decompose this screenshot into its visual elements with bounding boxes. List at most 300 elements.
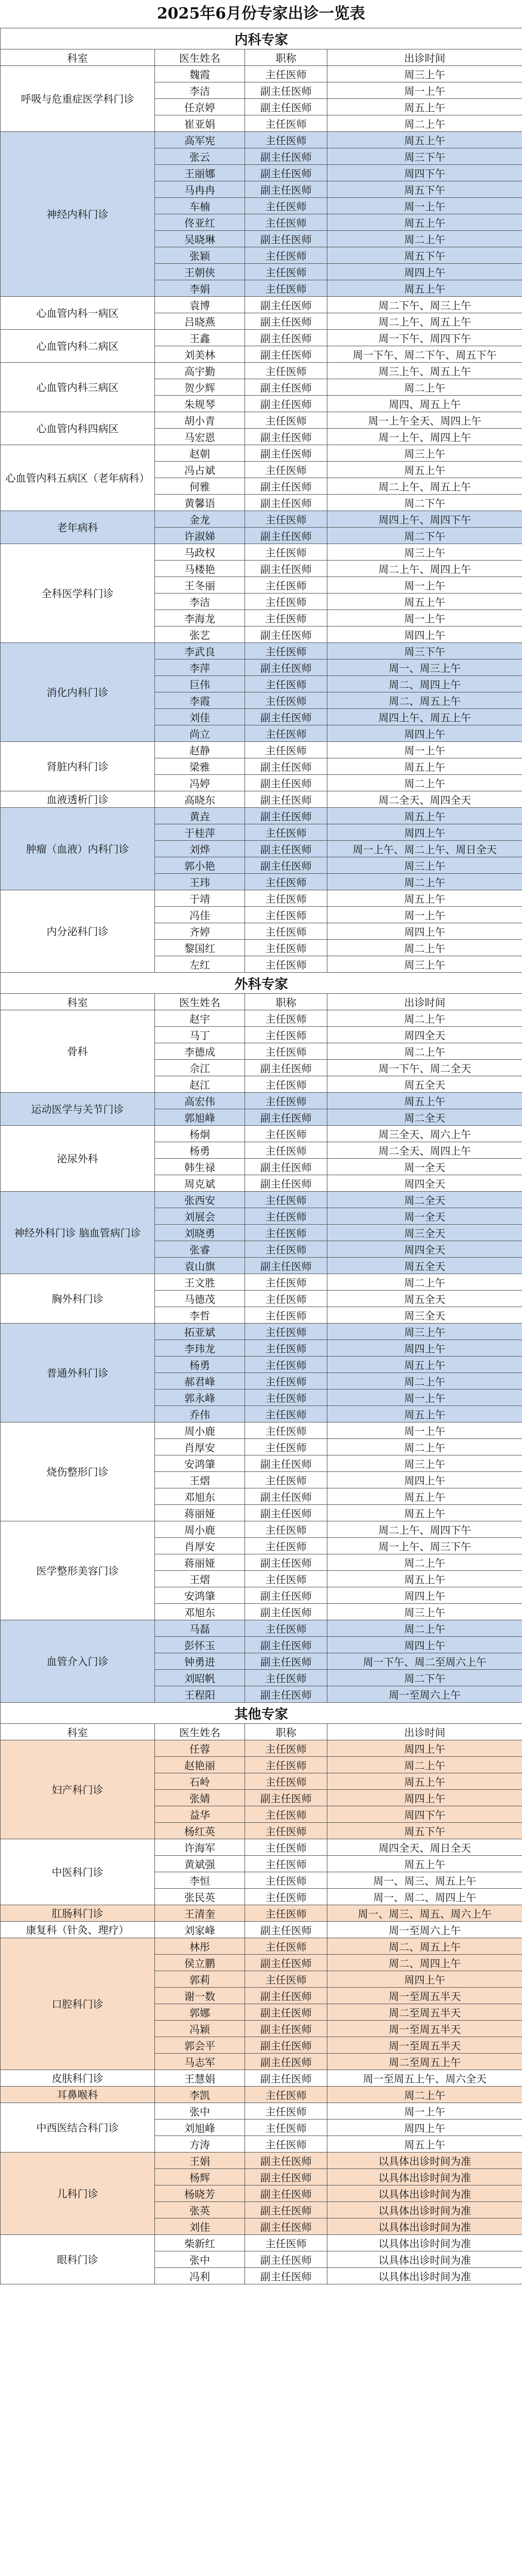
- dept-cell: 儿科门诊: [1, 2153, 155, 2235]
- dept-cell: 心血管内科一病区: [1, 297, 155, 330]
- doctor-name-cell: 刘佳: [155, 2218, 245, 2235]
- title-cell: 副主任医师: [245, 561, 327, 577]
- doctor-name-cell: 李霞: [155, 692, 245, 709]
- doctor-name-cell: 郝君峰: [155, 1373, 245, 1389]
- title-cell: 主任医师: [245, 1757, 327, 1773]
- title-cell: 主任医师: [245, 2136, 327, 2153]
- time-cell: 以具体出诊时间为准: [327, 2153, 522, 2169]
- time-cell: 周四下午: [327, 1806, 522, 1823]
- column-header: 医生姓名: [155, 994, 245, 1010]
- doctor-name-cell: 尚立: [155, 725, 245, 742]
- table-row: [1, 1324, 522, 1340]
- doctor-name-cell: 黄斌强: [155, 1856, 245, 1872]
- title-cell: 副主任医师: [245, 791, 327, 808]
- time-cell: 周二、周五上午: [327, 1938, 522, 1955]
- dept-cell: 心血管内科五病区（老年病科）: [1, 445, 155, 511]
- title-cell: 副主任医师: [245, 841, 327, 857]
- time-cell: 周五下午: [327, 1823, 522, 1839]
- doctor-name-cell: 王熠: [155, 1472, 245, 1488]
- time-cell: 周一上午: [327, 2103, 522, 2120]
- title-cell: 副主任医师: [245, 808, 327, 824]
- time-cell: 周二上午: [327, 1439, 522, 1455]
- title-cell: 副主任医师: [245, 181, 327, 198]
- title-cell: 副主任医师: [245, 2037, 327, 2054]
- time-cell: 周四全天: [327, 1175, 522, 1192]
- doctor-name-cell: 王玮: [155, 874, 245, 890]
- title-cell: 主任医师: [245, 1823, 327, 1839]
- time-cell: 周四上午、周四下午: [327, 511, 522, 528]
- title-cell: 主任医师: [245, 280, 327, 297]
- dept-cell: 普通外科门诊: [1, 1324, 155, 1422]
- time-cell: 以具体出诊时间为准: [327, 2218, 522, 2235]
- time-cell: 周一上午、周四上午: [327, 429, 522, 445]
- time-cell: 周二上午: [327, 874, 522, 890]
- title-cell: 主任医师: [245, 1938, 327, 1955]
- title-cell: 副主任医师: [245, 1554, 327, 1571]
- table-row: [1, 330, 522, 346]
- time-cell: 周五上午: [327, 462, 522, 478]
- title-cell: 主任医师: [245, 610, 327, 626]
- title-cell: 副主任医师: [245, 148, 327, 165]
- time-cell: 周四上午: [327, 1587, 522, 1604]
- doctor-name-cell: 郭莉: [155, 1971, 245, 1988]
- column-header: 出诊时间: [327, 994, 522, 1010]
- doctor-name-cell: 肖厚安: [155, 1538, 245, 1554]
- doctor-name-cell: 张云: [155, 148, 245, 165]
- time-cell: 周四上午: [327, 923, 522, 940]
- title-cell: 主任医师: [245, 1472, 327, 1488]
- title-cell: 主任医师: [245, 1126, 327, 1142]
- time-cell: 周二、周五上午: [327, 692, 522, 709]
- time-cell: 周五上午: [327, 2136, 522, 2153]
- doctor-name-cell: 任京婷: [155, 99, 245, 115]
- time-cell: 周三下午: [327, 643, 522, 659]
- time-cell: 周五全天: [327, 1076, 522, 1093]
- doctor-name-cell: 李娟: [155, 280, 245, 297]
- time-cell: 周四上午: [327, 264, 522, 280]
- time-cell: 周一上午、周二上午、周日全天: [327, 841, 522, 857]
- doctor-name-cell: 张婧: [155, 1790, 245, 1806]
- time-cell: 周四上午: [327, 1790, 522, 1806]
- title-cell: 主任医师: [245, 1806, 327, 1823]
- table-row: [1, 66, 522, 82]
- title-cell: 副主任医师: [245, 2202, 327, 2218]
- title-cell: 主任医师: [245, 1406, 327, 1422]
- title-cell: 主任医师: [245, 1192, 327, 1208]
- time-cell: 周四上午: [327, 2120, 522, 2136]
- time-cell: 周一上午: [327, 1389, 522, 1406]
- time-cell: 以具体出诊时间为准: [327, 2251, 522, 2268]
- title-cell: 主任医师: [245, 1010, 327, 1027]
- doctor-name-cell: 高晓东: [155, 791, 245, 808]
- doctor-name-cell: 蒋丽娅: [155, 1505, 245, 1521]
- time-cell: 周一至周六上午: [327, 1686, 522, 1703]
- time-cell: 周二上午: [327, 940, 522, 956]
- time-cell: 周四上午、周五上午: [327, 709, 522, 725]
- schedule-table-body: [1, 28, 522, 2284]
- doctor-name-cell: 蒋丽娅: [155, 1554, 245, 1571]
- doctor-name-cell: 王慧娟: [155, 2070, 245, 2087]
- dept-cell: 心血管内科三病区: [1, 363, 155, 412]
- doctor-name-cell: 安鸿肇: [155, 1455, 245, 1472]
- table-row: [1, 1839, 522, 1856]
- time-cell: 周三上午: [327, 956, 522, 973]
- column-header: 职称: [245, 49, 327, 66]
- dept-cell: 皮肤科门诊: [1, 2070, 155, 2087]
- table-row: [1, 1521, 522, 1538]
- time-cell: 周二下午: [327, 1670, 522, 1686]
- doctor-name-cell: 李哲: [155, 1307, 245, 1324]
- title-cell: 副主任医师: [245, 2153, 327, 2169]
- title-cell: 主任医师: [245, 676, 327, 692]
- table-row: [1, 2153, 522, 2169]
- time-cell: 周二上午: [327, 775, 522, 791]
- column-header: 科室: [1, 1724, 155, 1740]
- time-cell: 周一上午: [327, 82, 522, 99]
- time-cell: 周四上午: [327, 1340, 522, 1357]
- title-cell: 主任医师: [245, 824, 327, 841]
- doctor-name-cell: 王文胜: [155, 1274, 245, 1291]
- time-cell: 周一全天: [327, 1208, 522, 1225]
- doctor-name-cell: 李洁: [155, 82, 245, 99]
- title-cell: 副主任医师: [245, 659, 327, 676]
- doctor-name-cell: 王朝侠: [155, 264, 245, 280]
- title-cell: 副主任医师: [245, 626, 327, 643]
- title-cell: 主任医师: [245, 1291, 327, 1307]
- dept-cell: 心血管内科二病区: [1, 330, 155, 363]
- time-cell: 周五上午: [327, 1357, 522, 1373]
- title-cell: 主任医师: [245, 1538, 327, 1554]
- doctor-name-cell: 马磊: [155, 1620, 245, 1637]
- doctor-name-cell: 周小鹿: [155, 1422, 245, 1439]
- doctor-name-cell: 张睿: [155, 1241, 245, 1258]
- title-cell: 主任医师: [245, 214, 327, 231]
- time-cell: 周五上午: [327, 214, 522, 231]
- time-cell: 周一上午: [327, 742, 522, 758]
- time-cell: 周一至周五半天: [327, 2037, 522, 2054]
- title-cell: 副主任医师: [245, 445, 327, 462]
- table-row: [1, 1274, 522, 1291]
- title-cell: 副主任医师: [245, 297, 327, 313]
- time-cell: 周一下午、周二至周六上午: [327, 1653, 522, 1670]
- doctor-name-cell: 贺少辉: [155, 379, 245, 396]
- title-cell: 副主任医师: [245, 1637, 327, 1653]
- doctor-name-cell: 刘昭帆: [155, 1670, 245, 1686]
- title-cell: 主任医师: [245, 1389, 327, 1406]
- column-header: 科室: [1, 994, 155, 1010]
- dept-cell: 血液透析门诊: [1, 791, 155, 808]
- time-cell: 周三全天: [327, 1307, 522, 1324]
- time-cell: 周五下午: [327, 247, 522, 264]
- time-cell: 周四上午: [327, 1472, 522, 1488]
- doctor-name-cell: 齐婷: [155, 923, 245, 940]
- title-cell: 主任医师: [245, 742, 327, 758]
- table-row: [1, 1938, 522, 1955]
- title-cell: 主任医师: [245, 1274, 327, 1291]
- title-cell: 主任医师: [245, 1324, 327, 1340]
- time-cell: 周四上午: [327, 1971, 522, 1988]
- doctor-name-cell: 高宏伟: [155, 1093, 245, 1109]
- title-cell: 主任医师: [245, 725, 327, 742]
- title-cell: 主任医师: [245, 198, 327, 214]
- doctor-name-cell: 李武良: [155, 643, 245, 659]
- doctor-name-cell: 黄垚: [155, 808, 245, 824]
- title-cell: 主任医师: [245, 1971, 327, 1988]
- time-cell: 以具体出诊时间为准: [327, 2202, 522, 2218]
- title-cell: 主任医师: [245, 1839, 327, 1856]
- title-cell: 副主任医师: [245, 313, 327, 330]
- title-cell: 副主任医师: [245, 1686, 327, 1703]
- doctor-name-cell: 杨勇: [155, 1357, 245, 1373]
- dept-cell: 全科医学科门诊: [1, 544, 155, 643]
- doctor-name-cell: 刘佳: [155, 709, 245, 725]
- doctor-name-cell: 杨红英: [155, 1823, 245, 1839]
- doctor-name-cell: 佘江: [155, 1060, 245, 1076]
- doctor-name-cell: 魏霞: [155, 66, 245, 82]
- doctor-name-cell: 拓亚斌: [155, 1324, 245, 1340]
- dept-cell: 消化内科门诊: [1, 643, 155, 742]
- title-cell: 副主任医师: [245, 1060, 327, 1076]
- time-cell: 周五上午: [327, 132, 522, 148]
- doctor-name-cell: 马政权: [155, 544, 245, 561]
- doctor-name-cell: 崔亚娟: [155, 115, 245, 132]
- time-cell: 周二上午、周五上午: [327, 313, 522, 330]
- title-cell: 副主任医师: [245, 758, 327, 775]
- title-cell: 主任医师: [245, 1889, 327, 1905]
- table-row: [1, 742, 522, 758]
- doctor-name-cell: 方涛: [155, 2136, 245, 2153]
- column-header: 科室: [1, 49, 155, 66]
- time-cell: 周二上午: [327, 115, 522, 132]
- doctor-name-cell: 佟亚红: [155, 214, 245, 231]
- time-cell: 周一、周三上午: [327, 659, 522, 676]
- title-cell: 副主任医师: [245, 2268, 327, 2284]
- table-row: [1, 2103, 522, 2120]
- title-cell: 主任医师: [245, 462, 327, 478]
- dept-cell: 医学整形美容门诊: [1, 1521, 155, 1620]
- doctor-name-cell: 许淑娣: [155, 528, 245, 544]
- doctor-name-cell: 石岭: [155, 1773, 245, 1790]
- time-cell: 周二全天: [327, 1109, 522, 1126]
- doctor-name-cell: 肖厚安: [155, 1439, 245, 1455]
- dept-cell: 妇产科门诊: [1, 1740, 155, 1839]
- title-cell: 副主任医师: [245, 1922, 327, 1938]
- time-cell: 周一、周三、周五、周六上午: [327, 1905, 522, 1922]
- dept-cell: 骨科: [1, 1010, 155, 1093]
- dept-cell: 血管介入门诊: [1, 1620, 155, 1703]
- title-cell: 主任医师: [245, 1357, 327, 1373]
- time-cell: 周三上午: [327, 445, 522, 462]
- time-cell: 周二、周四上午: [327, 676, 522, 692]
- title-cell: 主任医师: [245, 132, 327, 148]
- doctor-name-cell: 杨勇: [155, 1142, 245, 1159]
- title-cell: 副主任医师: [245, 82, 327, 99]
- time-cell: 周一、周三、周五上午: [327, 1872, 522, 1889]
- doctor-name-cell: 金龙: [155, 511, 245, 528]
- title-cell: 主任医师: [245, 1225, 327, 1241]
- doctor-name-cell: 刘晓勇: [155, 1225, 245, 1241]
- time-cell: 周二上午: [327, 2087, 522, 2103]
- doctor-name-cell: 郭旭峰: [155, 1109, 245, 1126]
- table-row: [1, 297, 522, 313]
- time-cell: 周五上午: [327, 1406, 522, 1422]
- time-cell: 周二上午: [327, 1554, 522, 1571]
- doctor-name-cell: 郭永峰: [155, 1389, 245, 1406]
- title-cell: 主任医师: [245, 511, 327, 528]
- time-cell: 周三上午: [327, 1324, 522, 1340]
- table-row: [1, 1922, 522, 1938]
- title-cell: 主任医师: [245, 115, 327, 132]
- doctor-name-cell: 冯婷: [155, 775, 245, 791]
- title-cell: 副主任医师: [245, 1159, 327, 1175]
- title-cell: 副主任医师: [245, 2021, 327, 2037]
- doctor-name-cell: 王清奎: [155, 1905, 245, 1922]
- time-cell: 周三全天、周六上午: [327, 1126, 522, 1142]
- time-cell: 周二上午: [327, 1757, 522, 1773]
- title-cell: 主任医师: [245, 544, 327, 561]
- time-cell: 周二上午: [327, 1274, 522, 1291]
- dept-cell: 心血管内科四病区: [1, 412, 155, 445]
- doctor-name-cell: 梁雅: [155, 758, 245, 775]
- time-cell: 周五上午: [327, 1093, 522, 1109]
- doctor-name-cell: 杨晓芳: [155, 2185, 245, 2202]
- column-header: 医生姓名: [155, 49, 245, 66]
- doctor-name-cell: 胡小青: [155, 412, 245, 429]
- time-cell: 周一上午: [327, 198, 522, 214]
- time-cell: 周五上午: [327, 1488, 522, 1505]
- time-cell: 周四下午: [327, 165, 522, 181]
- title-cell: 副主任医师: [245, 1587, 327, 1604]
- time-cell: 周二全天、周四上午: [327, 1142, 522, 1159]
- section-title: 内科专家: [1, 28, 522, 49]
- doctor-name-cell: 车楠: [155, 198, 245, 214]
- dept-cell: 中西医结合科门诊: [1, 2103, 155, 2153]
- doctor-name-cell: 张英: [155, 2202, 245, 2218]
- doctor-name-cell: 李海龙: [155, 610, 245, 626]
- title-cell: 主任医师: [245, 1373, 327, 1389]
- doctor-name-cell: 袁博: [155, 297, 245, 313]
- doctor-name-cell: 朱规琴: [155, 396, 245, 412]
- table-row: [1, 2235, 522, 2251]
- time-cell: 周一至周五半天: [327, 2021, 522, 2037]
- title-cell: 副主任医师: [245, 2251, 327, 2268]
- time-cell: 周四上午: [327, 1740, 522, 1757]
- title-cell: 主任医师: [245, 1093, 327, 1109]
- time-cell: 周四上午: [327, 725, 522, 742]
- title-cell: 主任医师: [245, 412, 327, 429]
- dept-cell: 肿瘤（血液）内科门诊: [1, 808, 155, 890]
- title-cell: 主任医师: [245, 2235, 327, 2251]
- title-cell: 主任医师: [245, 247, 327, 264]
- table-row: [1, 2087, 522, 2103]
- title-cell: 主任医师: [245, 264, 327, 280]
- doctor-name-cell: 刘烨: [155, 841, 245, 857]
- title-cell: 主任医师: [245, 1422, 327, 1439]
- doctor-name-cell: 左红: [155, 956, 245, 973]
- title-cell: 主任医师: [245, 1439, 327, 1455]
- doctor-name-cell: 杨炯: [155, 1126, 245, 1142]
- time-cell: 周二上午: [327, 379, 522, 396]
- title-cell: 主任医师: [245, 940, 327, 956]
- dept-cell: 耳鼻喉科: [1, 2087, 155, 2103]
- time-cell: 周一下午、周二全天: [327, 1060, 522, 1076]
- doctor-name-cell: 高宇勤: [155, 363, 245, 379]
- doctor-name-cell: 李洁: [155, 594, 245, 610]
- title-cell: 副主任医师: [245, 2169, 327, 2185]
- column-header: 出诊时间: [327, 49, 522, 66]
- time-cell: 周一下午、周二下午、周五下午: [327, 346, 522, 363]
- doctor-name-cell: 王程阳: [155, 1686, 245, 1703]
- doctor-name-cell: 刘旭峰: [155, 2120, 245, 2136]
- doctor-name-cell: 王丽娜: [155, 165, 245, 181]
- dept-cell: 康复科（针灸、理疗）: [1, 1922, 155, 1938]
- title-cell: 副主任医师: [245, 1604, 327, 1620]
- time-cell: 周三上午、周五上午: [327, 363, 522, 379]
- title-cell: 副主任医师: [245, 396, 327, 412]
- time-cell: 以具体出诊时间为准: [327, 2235, 522, 2251]
- doctor-name-cell: 赵艳丽: [155, 1757, 245, 1773]
- title-cell: 主任医师: [245, 66, 327, 82]
- dept-cell: 中医科门诊: [1, 1839, 155, 1905]
- title-cell: 主任医师: [245, 692, 327, 709]
- title-cell: 主任医师: [245, 1027, 327, 1043]
- title-cell: 副主任医师: [245, 775, 327, 791]
- time-cell: 周三上午: [327, 1604, 522, 1620]
- page-title: 2025年6月份专家出诊一览表: [156, 5, 366, 23]
- doctor-name-cell: 赵静: [155, 742, 245, 758]
- doctor-name-cell: 赵江: [155, 1076, 245, 1093]
- title-cell: 主任医师: [245, 594, 327, 610]
- title-cell: 副主任医师: [245, 1505, 327, 1521]
- time-cell: 周二、周四上午: [327, 1955, 522, 1971]
- time-cell: 周二上午: [327, 1043, 522, 1060]
- title-cell: 主任医师: [245, 2087, 327, 2103]
- section-title: 其他专家: [1, 1703, 522, 1724]
- title-cell: 副主任医师: [245, 330, 327, 346]
- time-cell: 周三上午: [327, 544, 522, 561]
- doctor-name-cell: 刘家峰: [155, 1922, 245, 1938]
- doctor-name-cell: 吕晓燕: [155, 313, 245, 330]
- table-row: [1, 2070, 522, 2087]
- dept-cell: 口腔科门诊: [1, 1938, 155, 2070]
- time-cell: 周三全天: [327, 1225, 522, 1241]
- doctor-name-cell: 郭小艳: [155, 857, 245, 874]
- doctor-name-cell: 邓旭东: [155, 1488, 245, 1505]
- time-cell: 周一上午、周三下午: [327, 1538, 522, 1554]
- time-cell: 周一上午全天、周四上午: [327, 412, 522, 429]
- title-cell: 副主任医师: [245, 2218, 327, 2235]
- table-row: [1, 1010, 522, 1027]
- title-cell: 主任医师: [245, 577, 327, 594]
- time-cell: 周二下午: [327, 495, 522, 511]
- doctor-name-cell: 于桂萍: [155, 824, 245, 841]
- table-row: [1, 1422, 522, 1439]
- title-cell: 副主任医师: [245, 2054, 327, 2070]
- doctor-name-cell: 侯立鹏: [155, 1955, 245, 1971]
- doctor-name-cell: 张中: [155, 2251, 245, 2268]
- time-cell: 周四全天、周日全天: [327, 1839, 522, 1856]
- column-header: 职称: [245, 1724, 327, 1740]
- title-cell: 主任医师: [245, 1142, 327, 1159]
- doctor-name-cell: 王熠: [155, 1571, 245, 1587]
- column-header-row: [1, 994, 522, 1010]
- doctor-name-cell: 袁山旗: [155, 1258, 245, 1274]
- title-cell: 副主任医师: [245, 429, 327, 445]
- doctor-name-cell: 冯利: [155, 2268, 245, 2284]
- doctor-name-cell: 韩生禄: [155, 1159, 245, 1175]
- doctor-name-cell: 周小鹿: [155, 1521, 245, 1538]
- time-cell: 周一上午: [327, 1422, 522, 1439]
